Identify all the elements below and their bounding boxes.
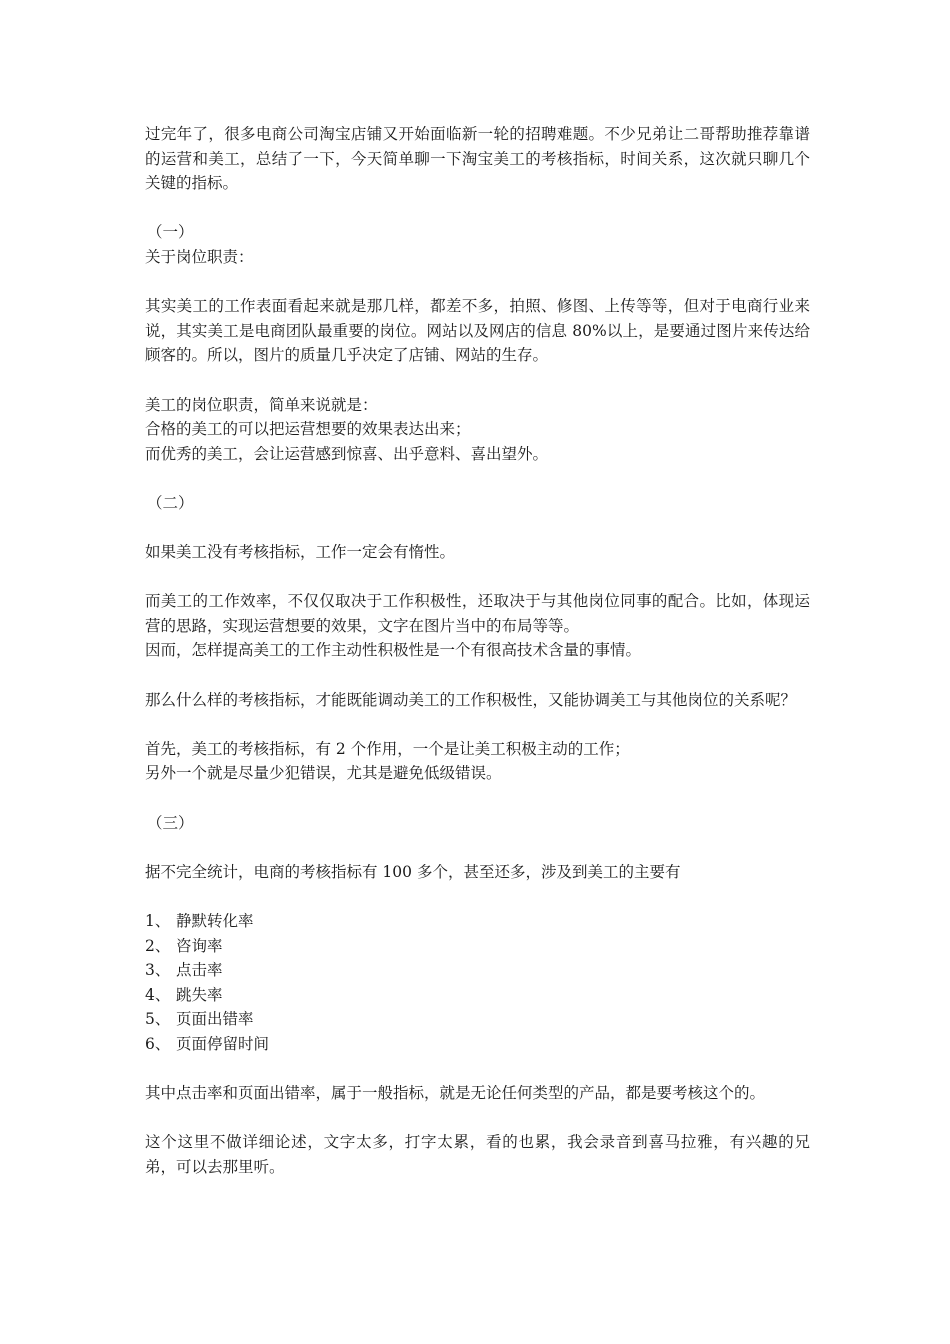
section-2-paragraph-2: 而美工的工作效率，不仅仅取决于工作积极性，还取决于与其他岗位同事的配合。比如，体现运营的思路，实现运营想要的效果，文字在图片当中的布局等等。: [145, 592, 810, 635]
intro-paragraph: 过完年了，很多电商公司淘宝店铺又开始面临新一轮的招聘难题。不少兄弟让二哥帮助推荐靠谱的运营和美工，总结了一下，今天简单聊一下淘宝美工的考核指标，时间关系，这次就只聊几个关键的指标。: [145, 125, 810, 193]
section-2-paragraph-5-line-2: 另外一个就是尽量少犯错误，尤其是避免低级错误。: [145, 764, 502, 783]
list-item-label: 咨询率: [176, 936, 223, 955]
list-item: [145, 1007, 810, 1032]
metrics-list: [145, 909, 810, 1057]
list-item-label: 跳失率: [176, 985, 223, 1004]
list-item-label: 页面出错率: [176, 1010, 254, 1029]
section-2-label: （二）: [147, 493, 194, 512]
section-2-paragraph-3: 因而，怎样提高美工的工作主动性积极性是一个有很高技术含量的事情。: [145, 641, 642, 660]
list-item-label: 静默转化率: [176, 912, 254, 930]
section-1-label: （一）: [147, 223, 194, 242]
list-item: [145, 934, 810, 959]
list-item-number: 3、: [145, 961, 171, 980]
list-item-label: 页面停留时间: [176, 1034, 270, 1053]
list-item-label: 点击率: [176, 961, 223, 980]
list-item: [145, 958, 810, 983]
list-item-number: 6、: [145, 1034, 171, 1053]
section-1-duty-qualified: 合格的美工的可以把运营想要的效果表达出来；: [145, 420, 471, 439]
list-item-number: 1、: [145, 912, 171, 930]
list-item-number: 5、: [145, 1010, 171, 1029]
section-1-duty-excellent: 而优秀的美工，会让运营感到惊喜、出乎意料、喜出望外。: [145, 444, 549, 463]
section-1-heading: 关于岗位职责：: [145, 247, 254, 266]
list-item-number: 2、: [145, 936, 171, 955]
section-3-paragraph-3: 这个这里不做详细论述，文字太多，打字太累，看的也累，我会录音到喜马拉雅，有兴趣的兄弟，可以去那里听。: [145, 1133, 810, 1176]
section-2-paragraph-1: 如果美工没有考核指标，工作一定会有惰性。: [145, 543, 456, 562]
document-page: [145, 122, 810, 1180]
list-item: [145, 983, 810, 1008]
section-1-duty-intro: 美工的岗位职责，简单来说就是：: [145, 395, 378, 414]
list-item: [145, 1032, 810, 1057]
section-3-paragraph-1: 据不完全统计，电商的考核指标有 100 多个，甚至还多，涉及到美工的主要有: [145, 862, 681, 881]
section-3-label: （三）: [147, 813, 194, 832]
section-2-paragraph-4: 那么什么样的考核指标，才能既能调动美工的工作积极性，又能协调美工与其他岗位的关系呢？: [145, 690, 797, 709]
section-2-paragraph-5-line-1: 首先，美工的考核指标，有 2 个作用，一个是让美工积极主动的工作；: [145, 739, 630, 758]
list-item-number: 4、: [145, 985, 171, 1004]
list-item: [145, 909, 810, 934]
section-1-paragraph-1: 其实美工的工作表面看起来就是那几样，都差不多，拍照、修图、上传等等，但对于电商行业来说，其实美工是电商团队最重要的岗位。网站以及网店的信息 80%以上，是要通过图片来传达给顾客的。所以，图片的质量几乎决定了店铺、网站的生存。: [145, 297, 810, 365]
section-3-paragraph-2: 其中点击率和页面出错率，属于一般指标，就是无论任何类型的产品，都是要考核这个的。: [145, 1084, 766, 1103]
